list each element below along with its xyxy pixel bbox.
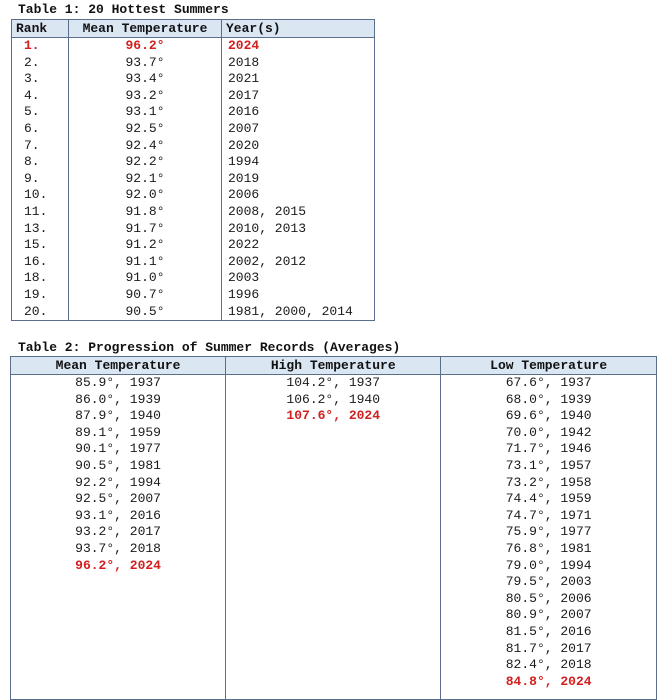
list-item: 74.7°, 1971	[505, 507, 592, 523]
years-cell: 2016	[222, 104, 375, 121]
years-cell: 2019	[222, 171, 375, 188]
mean-temperature-cell: 93.2°	[69, 88, 222, 105]
table2-data-row	[11, 375, 657, 700]
summer-records-table	[10, 356, 657, 700]
list-item: 73.2°, 1958	[505, 474, 592, 490]
list-item: 107.6°, 2024	[286, 408, 381, 424]
table-row	[12, 71, 375, 88]
mean-temperature-cell: 92.1°	[69, 171, 222, 188]
high-records-list	[226, 375, 440, 425]
mean-temperature-cell: 92.5°	[69, 121, 222, 138]
table-row	[12, 221, 375, 238]
years-cell: 2006	[222, 187, 375, 204]
mean-temperature-cell: 92.2°	[69, 154, 222, 171]
list-item: 106.2°, 1940	[286, 391, 381, 407]
rank-cell: 7.	[24, 137, 40, 153]
mean-temperature-cell: 92.0°	[69, 187, 222, 204]
list-item: 70.0°, 1942	[505, 424, 592, 440]
list-item: 75.9°, 1977	[505, 524, 592, 540]
years-cell: 2024	[222, 38, 375, 55]
table-row	[12, 104, 375, 121]
high-temperature-column-header: High Temperature	[226, 357, 441, 375]
rank-cell: 1.	[24, 38, 40, 53]
rank-cell: 10.	[24, 187, 48, 203]
table2-caption: Table 2: Progression of Summer Records (Averages)	[18, 340, 401, 355]
hottest-summers-table	[11, 19, 375, 321]
years-cell: 2018	[222, 55, 375, 72]
list-item: 79.5°, 2003	[505, 574, 592, 590]
years-cell: 1994	[222, 154, 375, 171]
list-item: 82.4°, 2018	[505, 657, 592, 673]
rank-cell: 11.	[24, 203, 48, 219]
list-item: 85.9°, 1937	[75, 375, 161, 390]
years-cell: 2022	[222, 237, 375, 254]
list-item: 68.0°, 1939	[505, 391, 592, 407]
table-row	[12, 287, 375, 304]
list-item: 96.2°, 2024	[75, 557, 161, 573]
list-item: 84.8°, 2024	[505, 673, 592, 689]
mean-temperature-cell: 91.7°	[69, 221, 222, 238]
years-cell: 2007	[222, 121, 375, 138]
table-row	[12, 304, 375, 321]
mean-temperature-cell: 92.4°	[69, 138, 222, 155]
years-cell: 2010, 2013	[222, 221, 375, 238]
mean-temperature-cell: 91.2°	[69, 237, 222, 254]
rank-cell: 8.	[24, 154, 40, 170]
table-row	[12, 204, 375, 221]
table-row	[12, 88, 375, 105]
years-cell: 2021	[222, 71, 375, 88]
high-records-cell	[226, 375, 441, 700]
list-item: 79.0°, 1994	[505, 557, 592, 573]
table1-body	[12, 38, 375, 321]
list-item: 71.7°, 1946	[505, 441, 592, 457]
low-temperature-column-header: Low Temperature	[441, 357, 657, 375]
rank-cell: 9.	[24, 170, 40, 186]
table-row	[12, 154, 375, 171]
mean-temperature-cell: 90.7°	[69, 287, 222, 304]
years-cell: 2020	[222, 138, 375, 155]
table-row	[12, 237, 375, 254]
years-cell: 2008, 2015	[222, 204, 375, 221]
years-cell: 2002, 2012	[222, 254, 375, 271]
mean-temperature-cell: 91.1°	[69, 254, 222, 271]
rank-cell: 16.	[24, 253, 48, 269]
table-row	[12, 121, 375, 138]
mean-temperature-cell: 90.5°	[69, 304, 222, 321]
rank-cell: 20.	[24, 303, 48, 319]
years-cell: 2017	[222, 88, 375, 105]
table-row	[12, 38, 375, 55]
years-cell: 2003	[222, 270, 375, 287]
list-item: 67.6°, 1937	[505, 375, 592, 390]
years-cell: 1981, 2000, 2014	[222, 304, 375, 321]
list-item: 80.5°, 2006	[505, 590, 592, 606]
list-item: 73.1°, 1957	[505, 457, 592, 473]
list-item: 76.8°, 1981	[505, 540, 592, 556]
table-row	[12, 254, 375, 271]
rank-cell: 6.	[24, 120, 40, 136]
table2-header-row	[11, 357, 657, 375]
list-item: 81.7°, 2017	[505, 640, 592, 656]
mean-temperature-cell: 93.7°	[69, 55, 222, 72]
table-row	[12, 171, 375, 188]
mean-temperature-cell: 96.2°	[69, 38, 222, 55]
years-header: Year(s)	[222, 20, 375, 38]
rank-cell: 2.	[24, 54, 40, 70]
mean-temperature-cell: 91.0°	[69, 270, 222, 287]
list-item: 90.5°, 1981	[75, 457, 161, 473]
rank-cell: 19.	[24, 286, 48, 302]
list-item: 86.0°, 1939	[75, 391, 161, 407]
rank-cell: 4.	[24, 87, 40, 103]
mean-temperature-column-header: Mean Temperature	[11, 357, 226, 375]
low-records-cell	[441, 375, 657, 700]
table-row	[12, 55, 375, 72]
rank-cell: 15.	[24, 237, 48, 253]
table1-caption: Table 1: 20 Hottest Summers	[18, 2, 229, 17]
list-item: 87.9°, 1940	[75, 408, 161, 424]
rank-cell: 13.	[24, 220, 48, 236]
mean-records-list	[11, 375, 225, 574]
years-cell: 1996	[222, 287, 375, 304]
rank-cell: 18.	[24, 270, 48, 286]
mean-temperature-cell: 93.4°	[69, 71, 222, 88]
list-item: 69.6°, 1940	[505, 408, 592, 424]
list-item: 89.1°, 1959	[75, 424, 161, 440]
list-item: 81.5°, 2016	[505, 623, 592, 639]
list-item: 92.2°, 1994	[75, 474, 161, 490]
rank-cell: 3.	[24, 71, 40, 87]
mean-temperature-cell: 91.8°	[69, 204, 222, 221]
list-item: 93.7°, 2018	[75, 540, 161, 556]
mean-temperature-cell: 93.1°	[69, 104, 222, 121]
list-item: 93.1°, 2016	[75, 507, 161, 523]
list-item: 80.9°, 2007	[505, 607, 592, 623]
table-row	[12, 138, 375, 155]
table1-header-row	[12, 20, 375, 38]
list-item: 92.5°, 2007	[75, 491, 161, 507]
rank-cell: 5.	[24, 104, 40, 120]
list-item: 93.2°, 2017	[75, 524, 161, 540]
table-row	[12, 270, 375, 287]
low-records-list	[441, 375, 656, 690]
list-item: 74.4°, 1959	[505, 491, 592, 507]
table-row	[12, 187, 375, 204]
list-item: 104.2°, 1937	[286, 375, 381, 390]
mean-temperature-header: Mean Temperature	[69, 20, 222, 38]
mean-records-cell	[11, 375, 226, 700]
list-item: 90.1°, 1977	[75, 441, 161, 457]
rank-header: Rank	[12, 20, 69, 38]
